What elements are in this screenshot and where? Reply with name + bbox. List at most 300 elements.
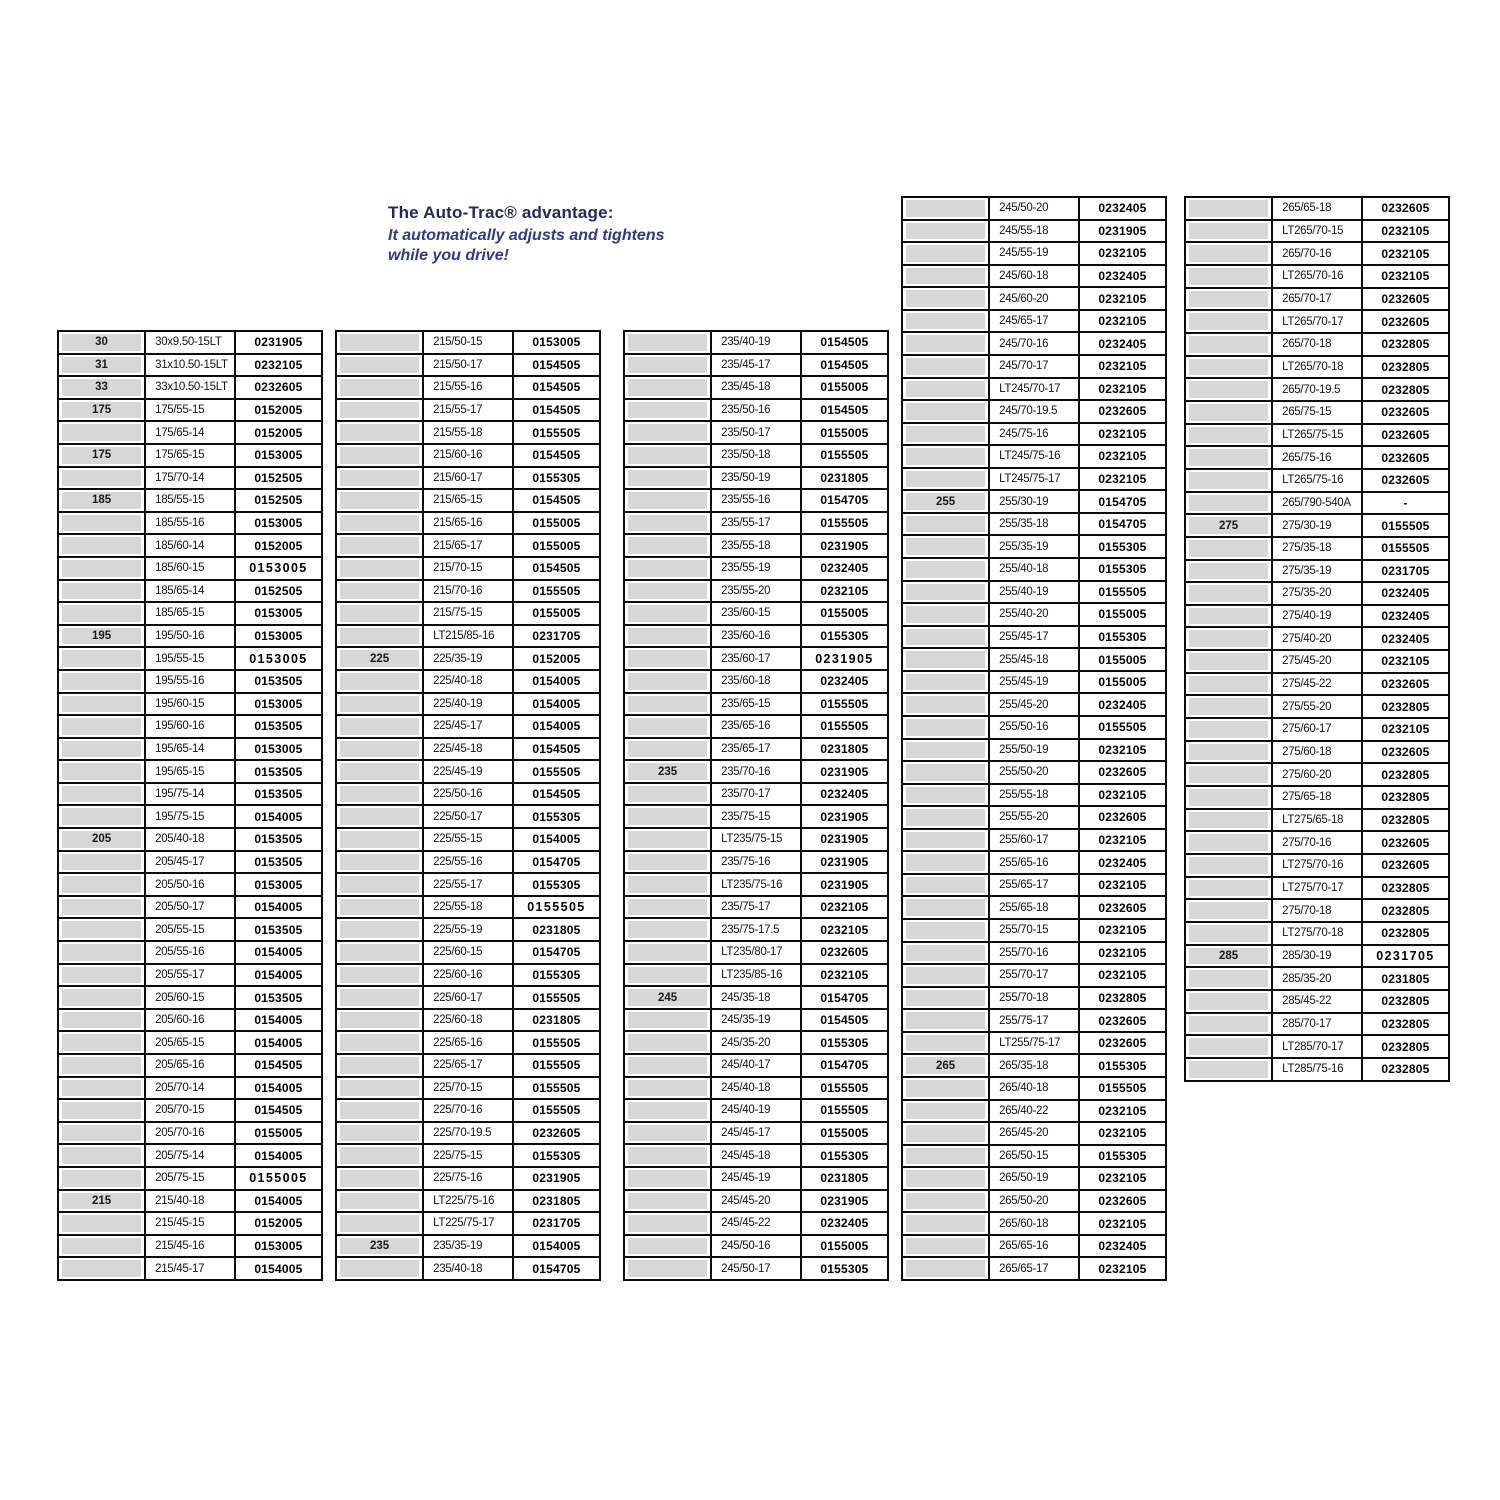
part-number: 0155305 [1079, 1054, 1166, 1077]
part-number: 0154505 [235, 1099, 322, 1122]
table-row [624, 489, 888, 512]
part-number: 0232805 [1079, 987, 1166, 1010]
tire-size: 225/50-16 [423, 783, 513, 806]
group-cell [624, 693, 711, 716]
group-cell [902, 784, 989, 807]
table-row [902, 1032, 1166, 1055]
table-row [902, 220, 1166, 243]
table-row [1185, 650, 1449, 673]
part-number: 0155005 [513, 512, 600, 535]
part-number: 0232405 [801, 783, 888, 806]
tire-size: 205/75-14 [145, 1144, 235, 1167]
group-label-blank [1189, 1016, 1268, 1033]
table-row [902, 964, 1166, 987]
table-row [58, 580, 322, 603]
table-row [336, 896, 600, 919]
group-label-blank [906, 967, 985, 984]
group-label-blank [628, 560, 707, 577]
tire-size: 265/75-15 [1272, 401, 1362, 424]
group-cell [58, 512, 145, 535]
table-row [336, 1235, 600, 1258]
part-number: 0231905 [801, 760, 888, 783]
group-cell [624, 625, 711, 648]
table-row [58, 647, 322, 670]
tire-size: 245/65-17 [989, 310, 1079, 333]
group-cell [624, 421, 711, 444]
table-row [58, 941, 322, 964]
table-row [336, 941, 600, 964]
group-cell [1185, 401, 1272, 424]
group-cell [336, 1235, 423, 1258]
table-row [902, 513, 1166, 536]
part-number: 0232805 [1362, 1013, 1449, 1036]
tire-size: 235/75-17.5 [711, 918, 801, 941]
group-cell [336, 625, 423, 648]
tire-size: 245/50-17 [711, 1257, 801, 1280]
group-label-blank [1189, 585, 1268, 602]
group-label-blank [628, 696, 707, 713]
part-number: 0155505 [801, 693, 888, 716]
tire-size: 225/60-16 [423, 964, 513, 987]
group-label-blank [1189, 291, 1268, 308]
group-cell [624, 783, 711, 806]
group-cell [902, 513, 989, 536]
tire-size: 255/65-17 [989, 874, 1079, 897]
group-cell [902, 919, 989, 942]
tire-size: 275/55-20 [1272, 695, 1362, 718]
group-cell [624, 602, 711, 625]
tire-size: 255/45-18 [989, 648, 1079, 671]
table-row [336, 331, 600, 354]
group-cell [624, 1077, 711, 1100]
tire-size: 235/50-19 [711, 467, 801, 490]
group-label-blank [906, 471, 985, 488]
group-label: 235 [340, 1238, 419, 1255]
group-label-blank [906, 629, 985, 646]
group-label-blank [628, 1193, 707, 1210]
part-number: 0155005 [801, 1122, 888, 1145]
table-row [336, 783, 600, 806]
part-number: 0155005 [801, 1235, 888, 1258]
part-number: 0152005 [235, 399, 322, 422]
part-number: 0232805 [1362, 1035, 1449, 1058]
table-row [902, 265, 1166, 288]
group-cell [336, 1099, 423, 1122]
tire-size: 225/55-17 [423, 873, 513, 896]
part-number: 0154705 [513, 941, 600, 964]
part-number: 0231905 [801, 534, 888, 557]
part-number: 0155505 [1362, 537, 1449, 560]
part-number: 0232805 [1362, 1058, 1449, 1081]
part-number: 0154705 [801, 986, 888, 1009]
part-number: 0153005 [235, 693, 322, 716]
group-label-blank [62, 1034, 141, 1051]
tire-size: 275/40-20 [1272, 627, 1362, 650]
group-cell [624, 1099, 711, 1122]
part-number: 0231705 [513, 1212, 600, 1235]
tire-size: 245/70-17 [989, 355, 1079, 378]
group-label-blank [340, 1034, 419, 1051]
tire-size: 265/50-19 [989, 1167, 1079, 1190]
group-label-blank [340, 741, 419, 758]
tire-size: 275/45-20 [1272, 650, 1362, 673]
tire-size: 255/70-18 [989, 987, 1079, 1010]
group-cell [624, 715, 711, 738]
tire-size: 245/70-16 [989, 332, 1079, 355]
group-label-blank [906, 1035, 985, 1052]
header-subtitle-line1: It automatically adjusts and tightens [388, 227, 665, 244]
group-label-blank [340, 1260, 419, 1277]
tire-size: 215/45-15 [145, 1212, 235, 1235]
part-number: 0153005 [235, 557, 322, 580]
group-label-blank [340, 334, 419, 351]
group-cell [624, 851, 711, 874]
tire-size: 215/50-15 [423, 331, 513, 354]
table-row [1185, 220, 1449, 243]
part-number: 0232605 [1362, 288, 1449, 311]
tire-size: 225/70-15 [423, 1077, 513, 1100]
group-cell [624, 467, 711, 490]
group-label-blank [340, 854, 419, 871]
table-row [624, 1031, 888, 1054]
group-cell [1185, 854, 1272, 877]
part-number: 0155305 [801, 1031, 888, 1054]
group-label-blank [906, 719, 985, 736]
tire-size: 275/30-19 [1272, 514, 1362, 537]
part-number: 0155305 [513, 467, 600, 490]
part-number: 0155005 [513, 602, 600, 625]
table-row [902, 671, 1166, 694]
group-cell [624, 376, 711, 399]
group-label-blank [340, 402, 419, 419]
group-label-blank [906, 245, 985, 262]
table-row [58, 986, 322, 1009]
table-row [336, 1031, 600, 1054]
part-number: 0155505 [513, 421, 600, 444]
part-number: 0154705 [801, 1054, 888, 1077]
group-cell [902, 716, 989, 739]
table-row [624, 1077, 888, 1100]
part-number: 0232105 [1362, 650, 1449, 673]
group-cell [1185, 1058, 1272, 1081]
header-title: The Auto-Trac® advantage: [388, 203, 614, 222]
tire-size: LT235/75-15 [711, 828, 801, 851]
table-row [336, 1099, 600, 1122]
part-number: 0232405 [801, 670, 888, 693]
table-row [902, 1100, 1166, 1123]
group-cell [902, 1054, 989, 1077]
group-cell [58, 693, 145, 716]
tire-size: LT265/70-15 [1272, 220, 1362, 243]
part-number: 0231805 [801, 467, 888, 490]
table-row [1185, 560, 1449, 583]
group-label-blank [906, 877, 985, 894]
table-row [336, 1190, 600, 1213]
group-label-blank [906, 1170, 985, 1187]
part-number: 0153505 [235, 760, 322, 783]
group-cell [624, 1009, 711, 1032]
table-row [902, 310, 1166, 333]
table-row [58, 534, 322, 557]
table-row [58, 557, 322, 580]
table-row [1185, 492, 1449, 515]
tire-size: 245/75-16 [989, 423, 1079, 446]
tire-size: 275/65-18 [1272, 786, 1362, 809]
tire-size: 235/55-16 [711, 489, 801, 512]
group-cell [1185, 831, 1272, 854]
tire-size: 205/70-14 [145, 1077, 235, 1100]
part-number: 0231805 [513, 1190, 600, 1213]
group-label-blank [628, 1147, 707, 1164]
group-label-blank [628, 492, 707, 509]
tire-size: 235/55-20 [711, 580, 801, 603]
table-row [624, 918, 888, 941]
group-cell [902, 1212, 989, 1235]
table-row [902, 378, 1166, 401]
group-cell [336, 534, 423, 557]
table-row [624, 896, 888, 919]
group-label-blank [1189, 336, 1268, 353]
group-label-blank [1189, 495, 1268, 512]
part-number: 0155005 [801, 602, 888, 625]
tire-size: 235/65-17 [711, 738, 801, 761]
group-label-blank [1189, 766, 1268, 783]
group-label-blank [906, 200, 985, 217]
group-cell [336, 964, 423, 987]
table-row [1185, 990, 1449, 1013]
table-row [58, 1054, 322, 1077]
table-row [624, 760, 888, 783]
group-label-blank [1189, 857, 1268, 874]
group-label-blank [340, 718, 419, 735]
table-row [902, 287, 1166, 310]
table-row [902, 1190, 1166, 1213]
table-row [336, 354, 600, 377]
tire-size: LT275/70-16 [1272, 854, 1362, 877]
tire-size: 235/75-16 [711, 851, 801, 874]
part-number: 0155305 [1079, 626, 1166, 649]
group-label-blank [628, 447, 707, 464]
table-row [624, 670, 888, 693]
part-number: 0232405 [801, 1212, 888, 1235]
group-label-blank [1189, 608, 1268, 625]
group-cell [58, 896, 145, 919]
group-cell [1185, 242, 1272, 265]
tire-size: 235/60-15 [711, 602, 801, 625]
tire-size: 205/50-16 [145, 873, 235, 896]
group-cell [624, 512, 711, 535]
group-cell [336, 580, 423, 603]
part-number: 0232405 [1079, 332, 1166, 355]
group-label-blank [62, 808, 141, 825]
group-label-blank [906, 787, 985, 804]
part-number: 0154005 [235, 1009, 322, 1032]
table-row [58, 376, 322, 399]
part-number: 0153505 [235, 670, 322, 693]
part-number: 0153005 [235, 444, 322, 467]
tire-size: 255/30-19 [989, 490, 1079, 513]
group-cell [1185, 265, 1272, 288]
group-label-blank [906, 584, 985, 601]
table-row [902, 1235, 1166, 1258]
group-label: 225 [340, 650, 419, 667]
tire-size: 195/50-16 [145, 625, 235, 648]
group-cell [58, 1122, 145, 1145]
table-row [336, 421, 600, 444]
group-label-blank [1189, 789, 1268, 806]
group-label-blank [1189, 970, 1268, 987]
group-cell [336, 399, 423, 422]
tire-size: 195/55-15 [145, 647, 235, 670]
tire-size: 265/40-18 [989, 1077, 1079, 1100]
group-cell [624, 534, 711, 557]
group-cell [58, 467, 145, 490]
tire-size: 245/40-17 [711, 1054, 801, 1077]
table-row [58, 331, 322, 354]
tire-size: 255/55-20 [989, 806, 1079, 829]
part-number: 0232605 [1362, 469, 1449, 492]
group-label-blank [340, 673, 419, 690]
part-number: 0232605 [1079, 806, 1166, 829]
group-label-blank [906, 832, 985, 849]
tire-size: 175/70-14 [145, 467, 235, 490]
part-number: 0152505 [235, 489, 322, 512]
group-label-blank [62, 1170, 141, 1187]
fitment-table-1 [57, 330, 323, 1281]
group-cell [336, 512, 423, 535]
part-number: 0231905 [235, 331, 322, 354]
table-row [902, 896, 1166, 919]
part-number: 0153505 [235, 986, 322, 1009]
tire-size: LT275/65-18 [1272, 809, 1362, 832]
group-cell [624, 1235, 711, 1258]
group-label: 255 [906, 493, 985, 510]
table-row [336, 625, 600, 648]
part-number: 0153005 [235, 602, 322, 625]
part-number: 0232605 [1362, 854, 1449, 877]
group-cell [902, 1235, 989, 1258]
part-number: 0155005 [235, 1122, 322, 1145]
table-row [624, 354, 888, 377]
part-number: 0232105 [1079, 1212, 1166, 1235]
group-cell [624, 1144, 711, 1167]
part-number: 0155505 [801, 1099, 888, 1122]
part-number: 0153505 [235, 828, 322, 851]
part-number: 0232105 [1079, 287, 1166, 310]
part-number: 0155005 [801, 421, 888, 444]
group-cell [1185, 582, 1272, 605]
group-label-blank [340, 1147, 419, 1164]
group-label-blank [340, 379, 419, 396]
table-row [1185, 1058, 1449, 1081]
group-label-blank [1189, 1061, 1268, 1078]
group-label-blank [62, 696, 141, 713]
group-label-blank [906, 1080, 985, 1097]
group-label-blank [340, 424, 419, 441]
part-number: 0232605 [1362, 424, 1449, 447]
tire-size: 235/70-17 [711, 783, 801, 806]
table-row [902, 987, 1166, 1010]
table-row [336, 467, 600, 490]
tire-size: 255/70-15 [989, 919, 1079, 942]
part-number: 0231805 [801, 1167, 888, 1190]
part-number: - [1362, 492, 1449, 515]
tire-size: 255/45-20 [989, 693, 1079, 716]
tire-size: 255/70-16 [989, 942, 1079, 965]
tire-size: 225/50-17 [423, 805, 513, 828]
group-cell [902, 1145, 989, 1168]
part-number: 0155005 [235, 1167, 322, 1190]
part-number: 0232605 [1362, 310, 1449, 333]
group-cell [58, 738, 145, 761]
group-cell [624, 1122, 711, 1145]
part-number: 0232105 [801, 580, 888, 603]
tire-size: 225/55-19 [423, 918, 513, 941]
group-cell [1185, 695, 1272, 718]
part-number: 0232105 [1079, 310, 1166, 333]
group-cell [902, 332, 989, 355]
part-number: 0155005 [801, 376, 888, 399]
part-number: 0154705 [513, 851, 600, 874]
group-cell [58, 1144, 145, 1167]
part-number: 0231805 [801, 738, 888, 761]
group-label-blank [340, 1080, 419, 1097]
group-label-blank [340, 605, 419, 622]
part-number: 0232805 [1362, 695, 1449, 718]
part-number: 0152005 [513, 647, 600, 670]
part-number: 0155305 [513, 805, 600, 828]
group-label-blank [628, 967, 707, 984]
part-number: 0232805 [1362, 763, 1449, 786]
table-row [58, 1257, 322, 1280]
part-number: 0155005 [1079, 671, 1166, 694]
tire-size: 195/55-16 [145, 670, 235, 693]
part-number: 0232105 [1079, 468, 1166, 491]
tire-size: 245/40-18 [711, 1077, 801, 1100]
table-row [902, 1122, 1166, 1145]
tire-size: 225/55-16 [423, 851, 513, 874]
group-cell [336, 670, 423, 693]
group-cell [58, 783, 145, 806]
part-number: 0152505 [235, 467, 322, 490]
header-subtitle-line2: while you drive! [388, 247, 509, 264]
table-row [336, 1257, 600, 1280]
table-row [624, 1144, 888, 1167]
tire-size: 235/60-18 [711, 670, 801, 693]
group-cell [624, 647, 711, 670]
group-cell [58, 489, 145, 512]
table-row [624, 715, 888, 738]
table-row [624, 805, 888, 828]
group-label-blank [628, 628, 707, 645]
tire-size: 275/60-18 [1272, 741, 1362, 764]
table-row [624, 534, 888, 557]
group-label-blank [1189, 268, 1268, 285]
group-label-blank [62, 718, 141, 735]
part-number: 0232405 [1362, 605, 1449, 628]
group-label-blank [628, 537, 707, 554]
group-cell [336, 693, 423, 716]
group-label-blank [628, 786, 707, 803]
group-label-blank [340, 1057, 419, 1074]
part-number: 0153005 [235, 512, 322, 535]
part-number: 0153005 [235, 873, 322, 896]
group-cell [902, 806, 989, 829]
table-row [624, 873, 888, 896]
group-cell [902, 671, 989, 694]
tire-size: 245/35-19 [711, 1009, 801, 1032]
tire-size: 175/65-14 [145, 421, 235, 444]
